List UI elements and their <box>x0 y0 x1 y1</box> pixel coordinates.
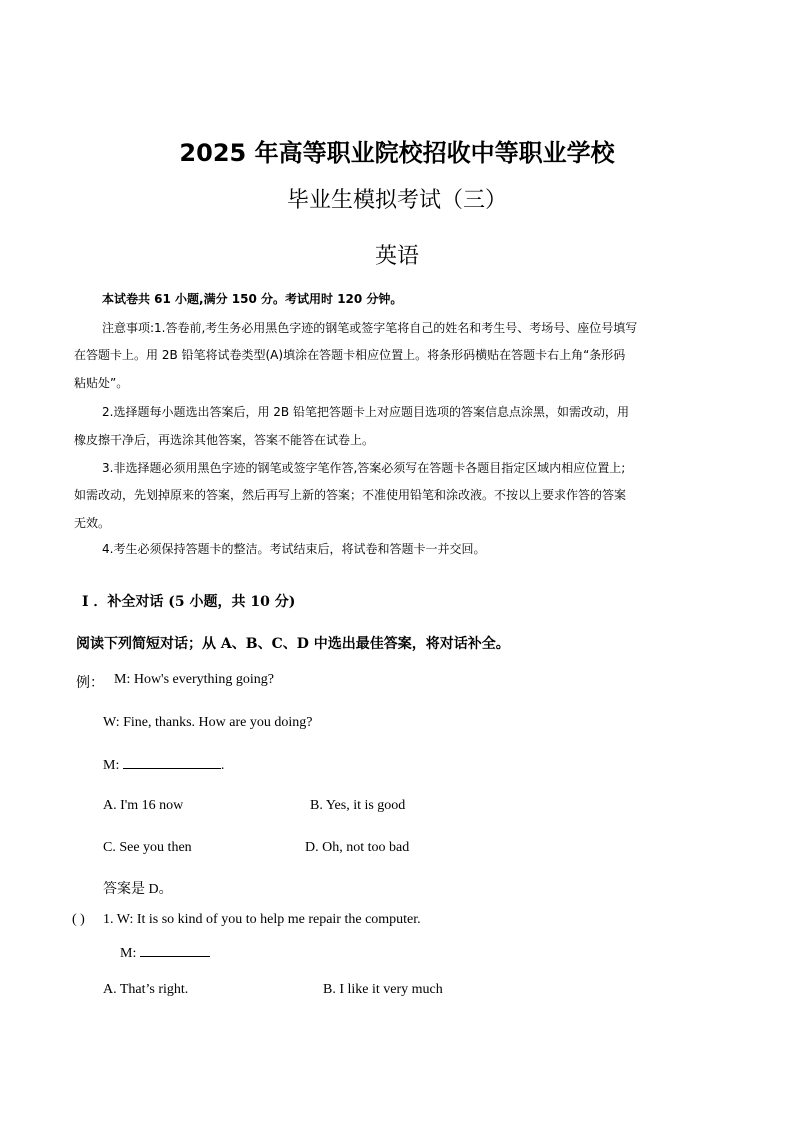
subject-title: 英语 <box>374 244 419 269</box>
example-answer-blank <box>123 756 221 769</box>
question-1-m-prompt: M: <box>120 946 137 961</box>
question-1-option-a: A. That’s right. <box>103 982 189 997</box>
section-heading: Ⅰ ．补全对话 (5 小题，共 10 分) <box>82 594 296 610</box>
note-1-line-1: 注意事项:1.答卷前,考生务必用黑色字迹的钢笔或签字笔将自己的姓名和考生号、考场号、座位号填写 <box>102 321 638 335</box>
question-1-paren: ( ) <box>72 912 85 927</box>
example-option-b: B. Yes, it is good <box>310 798 406 813</box>
section-direction: 阅读下列简短对话；从 A、B、C、D 中选出最佳答案，将对话补全。 <box>76 636 510 652</box>
example-w-line: W: Fine, thanks. How are you doing? <box>103 715 313 730</box>
note-1-line-2: 在答题卡上。用 2B 铅笔将试卷类型(A)填涂在答题卡相应位置上。将条形码横贴在答题卡右上角“条形码 <box>74 348 626 362</box>
example-option-c: C. See you then <box>103 840 192 855</box>
example-option-a: A. I'm 16 now <box>103 798 184 813</box>
note-3-line-1: 3.非选择题必须用黑色字迹的钢笔或签字笔作答,答案必须写在答题卡各题目指定区域内相应位置上; <box>102 461 626 475</box>
exam-subtitle: 毕业生模拟考试（三） <box>286 188 507 213</box>
example-m-line: M: How's everything going? <box>114 672 275 687</box>
question-1-m-line <box>120 944 210 962</box>
exam-summary: 本试卷共 61 小题,满分 150 分。考试用时 120 分钟。 <box>102 292 403 306</box>
note-2-line-2: 橡皮擦干净后，再选涂其他答案，答案不能答在试卷上。 <box>74 433 375 447</box>
example-m-suffix: . <box>220 758 225 773</box>
question-1-answer-blank <box>140 944 210 957</box>
example-m-answer-line <box>103 756 224 774</box>
exam-title: 2025 年高等职业院校招收中等职业学校 <box>179 139 615 167</box>
question-1-stem: 1. W: It is so kind of you to help me repair the computer. <box>103 912 421 927</box>
note-4: 4.考生必须保持答题卡的整洁。考试结束后，将试卷和答题卡一并交回。 <box>102 542 486 556</box>
example-label: 例： <box>76 676 104 691</box>
example-m-prompt: M: <box>103 758 120 773</box>
note-3-line-3: 无效。 <box>74 516 111 530</box>
question-1-option-b: B. I like it very much <box>323 982 443 997</box>
note-1-line-3: 粘贴处”。 <box>74 376 129 390</box>
note-2-line-1: 2.选择题每小题选出答案后，用 2B 铅笔把答题卡上对应题目选项的答案信息点涂黑，如需改动，用 <box>102 405 629 419</box>
example-option-d: D. Oh, not too bad <box>305 840 410 855</box>
note-3-line-2: 如需改动，先划掉原来的答案，然后再写上新的答案；不准使用铅笔和涂改液。不按以上要求作答的答案 <box>74 488 627 502</box>
example-answer: 答案是 D。 <box>103 882 173 897</box>
